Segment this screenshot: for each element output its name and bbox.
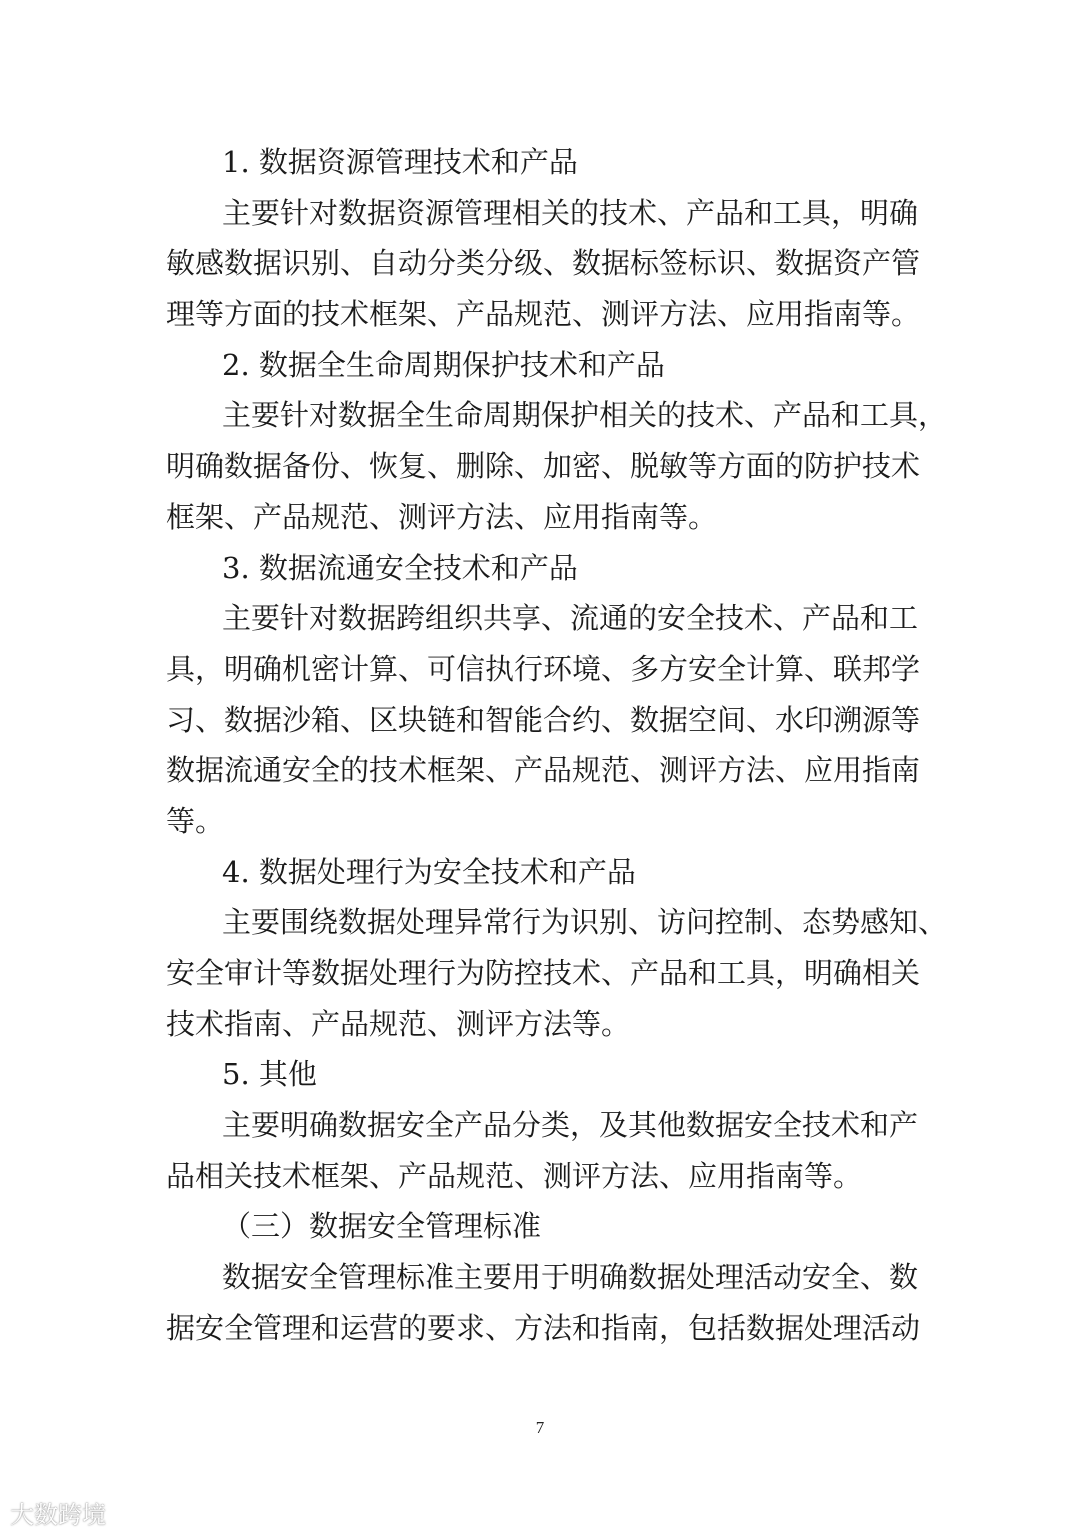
text-line: 数据安全管理标准主要用于明确数据处理活动安全、数 xyxy=(222,1260,919,1295)
text-line: 框架、产品规范、测评方法、应用指南等。 xyxy=(166,499,718,534)
text-line: 主要针对数据全生命周期保护相关的技术、产品和工具， xyxy=(222,398,948,433)
watermark-logo: 大数跨境 xyxy=(10,1501,106,1529)
text-line: 主要明确数据安全产品分类，及其他数据安全技术和产 xyxy=(222,1108,919,1143)
text-line: 理等方面的技术框架、产品规范、测评方法、应用指南等。 xyxy=(166,297,921,332)
text-line: 主要围绕数据处理异常行为识别、访问控制、态势感知、 xyxy=(222,905,948,940)
text-line: 主要针对数据跨组织共享、流通的安全技术、产品和工 xyxy=(222,601,919,636)
text-line: 1. 数据资源管理技术和产品 xyxy=(222,145,578,179)
text-line: 明确数据备份、恢复、删除、加密、脱敏等方面的防护技术 xyxy=(166,449,921,484)
text-line: 2. 数据全生命周期保护技术和产品 xyxy=(222,347,665,382)
text-line: 5. 其他 xyxy=(222,1057,317,1092)
text-line: 习、数据沙箱、区块链和智能合约、数据空间、水印溯源等 xyxy=(166,702,921,737)
document-body xyxy=(166,137,948,1354)
page-number: 7 xyxy=(535,1418,545,1437)
text-line: （三）数据安全管理标准 xyxy=(222,1209,542,1244)
text-line: 敏感数据识别、自动分类分级、数据标签标识、数据资产管 xyxy=(166,246,921,281)
text-line: 技术指南、产品规范、测评方法等。 xyxy=(166,1006,631,1041)
text-line: 数据流通安全的技术框架、产品规范、测评方法、应用指南 xyxy=(166,753,921,788)
text-line: 品相关技术框架、产品规范、测评方法、应用指南等。 xyxy=(166,1158,863,1193)
text-line: 据安全管理和运营的要求、方法和指南，包括数据处理活动 xyxy=(166,1310,921,1345)
text-line: 等。 xyxy=(166,803,225,838)
text-line: 4. 数据处理行为安全技术和产品 xyxy=(222,854,636,889)
text-line: 主要针对数据资源管理相关的技术、产品和工具，明确 xyxy=(222,195,919,230)
text-line: 3. 数据流通安全技术和产品 xyxy=(222,550,578,585)
text-line: 具，明确机密计算、可信执行环境、多方安全计算、联邦学 xyxy=(166,651,921,686)
text-line: 安全审计等数据处理行为防控技术、产品和工具，明确相关 xyxy=(166,956,921,990)
